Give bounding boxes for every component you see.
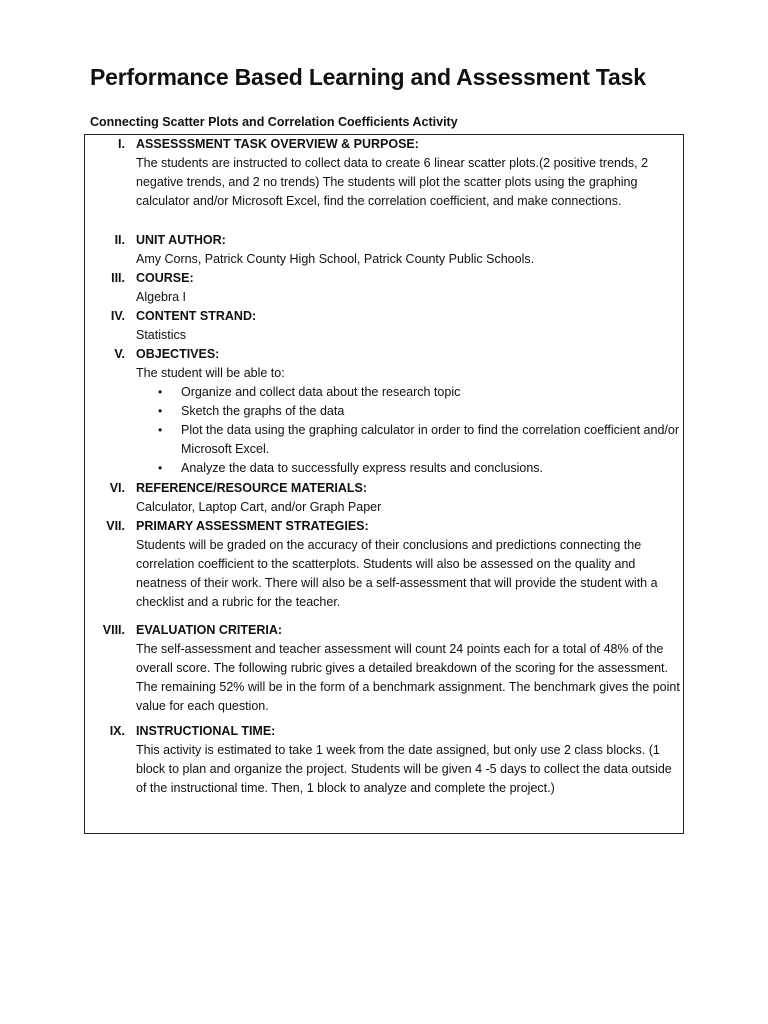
section-text: The self-assessment and teacher assessment will count 24 points each for a total of 48% of the overall score. The following rubric gives a detailed breakdown of the scoring for the assessment. The remaining 52% will be in the form of a benchmark assignment. The benchmark gives the point value for each question. [136,642,680,713]
activity-subtitle: Connecting Scatter Plots and Correlation Coefficients Activity [90,115,458,129]
list-item [136,383,681,402]
section-number: III. [111,271,125,285]
list-item-text: Analyze the data to successfully express results and conclusions. [181,461,543,475]
section-text: This activity is estimated to take 1 week from the date assigned, but only use 2 class blocks. (1 block to plan and organize the project. Students will be given 4 -5 days to collect the data outside of the instructional time. Then, 1 block to analyze and complete the project.) [136,743,672,795]
section-content [136,479,681,517]
section-content [136,135,681,211]
section-number: II. [114,233,125,247]
task-outline-box [84,134,684,834]
section-text: Algebra I [136,290,187,304]
bullet-icon: • [158,385,163,399]
section-text: Statistics [136,328,187,342]
section-heading: CONTENT STRAND: [136,309,257,323]
section-heading: ASSESSSMENT TASK OVERVIEW & PURPOSE: [136,137,419,151]
section-number: I. [118,137,125,151]
section-content [136,345,681,478]
section-content [136,621,681,716]
list-item-text: Organize and collect data about the research topic [181,385,461,399]
section-number: IV. [110,309,125,323]
section-number: V. [114,347,125,361]
section-heading: EVALUATION CRITERIA: [136,623,283,637]
section-content [136,231,681,269]
section-number: VII. [106,519,125,533]
list-item [136,421,681,459]
section-text: Calculator, Laptop Cart, and/or Graph Paper [136,500,382,514]
section-heading: INSTRUCTIONAL TIME: [136,724,276,738]
page-title: Performance Based Learning and Assessment Task [90,64,646,90]
section-heading: COURSE: [136,271,194,285]
section-text: The students are instructed to collect data to create 6 linear scatter plots.(2 positive trends, 2 negative trends, and 2 no trends) The students will plot the scatter plots using the graphing calculator and/or Microsoft Excel, find the correlation coefficient, and make connections. [136,156,649,208]
section-heading: REFERENCE/RESOURCE MATERIALS: [136,481,368,495]
section-text: Amy Corns, Patrick County High School, Patrick County Public Schools. [136,252,535,266]
list-item-text: Sketch the graphs of the data [181,404,345,418]
bullet-icon: • [158,423,163,437]
section-heading: UNIT AUTHOR: [136,233,226,247]
objectives-list [136,383,681,478]
section-content [136,517,681,612]
bullet-icon: • [158,461,163,475]
section-text: Students will be graded on the accuracy of their conclusions and predictions connecting the correlation coefficient to the scatterplots. Students will also be assessed on the quality and neatness of their work. There will also be a self-assessment that will provide the student with a checklist and a rubric for the teacher. [136,538,658,609]
bullet-icon: • [158,404,163,418]
section-heading: PRIMARY ASSESSMENT STRATEGIES: [136,519,369,533]
section-number: VI. [109,481,125,495]
section-content [136,269,681,307]
section-number: VIII. [102,623,125,637]
section-content [136,722,681,798]
list-item [136,402,681,421]
section-number: IX. [109,724,125,738]
section-content [136,307,681,345]
section-text: The student will be able to: [136,366,285,380]
list-item [136,459,681,478]
list-item-text: Plot the data using the graphing calculator in order to find the correlation coefficient and/or Microsoft Excel. [181,423,679,456]
section-heading: OBJECTIVES: [136,347,220,361]
